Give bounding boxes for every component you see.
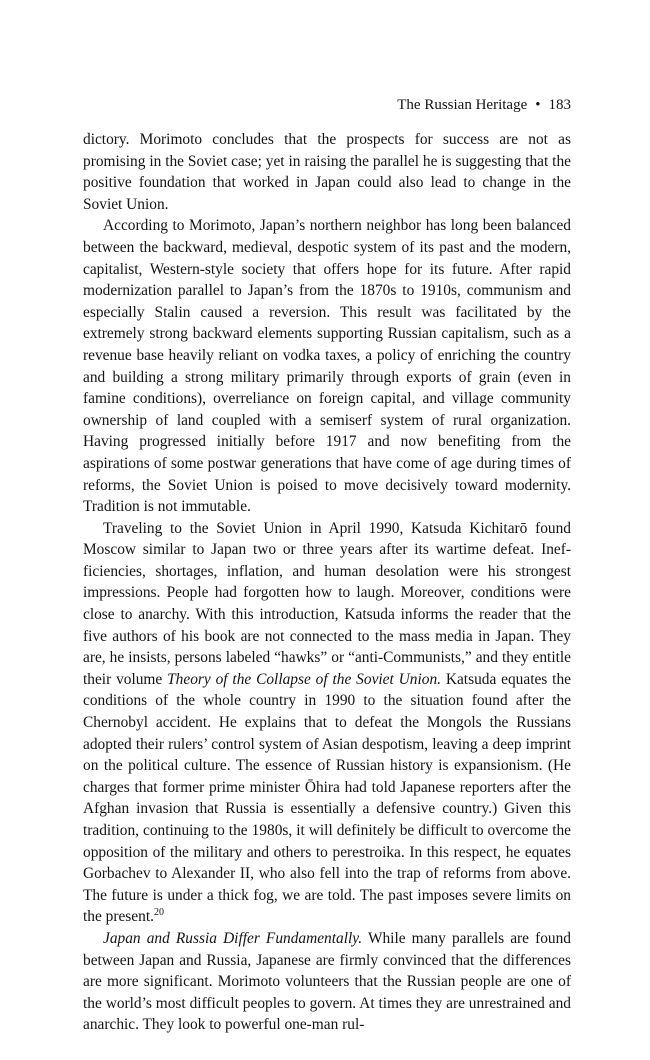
- paragraph-2: According to Morimoto, Japan’s northern neighbor has long been balanced between the backward, medieval, despotic system of its past and the modern, capitalist, Western-style society that offers hope for its future. After rapid modernization parallel to Japan’s from the 1870s to 1910s, communism and especially Stalin caused a reversion. This result was facilitated by the extremely strong backward elements supporting Russian capitalism, such as a revenue base heavily reliant on vodka taxes, a policy of enriching the country and building a strong military primarily through exports of grain (even in famine conditions), overreliance on foreign capital, and village community ownership of land coupled with a semiserf system of rural organization. Having progressed initially before 1917 and now benefiting from the aspirations of some postwar generations that have come of age during times of reforms, the Soviet Union is poised to move decisively toward modernity. Tradition is not immutable.: [83, 217, 571, 516]
- running-head-title: The Russian Heritage: [397, 97, 528, 113]
- running-head-separator: •: [535, 97, 541, 113]
- book-page: [83, 95, 571, 1036]
- paragraph-3-text-a: Traveling to the Soviet Union in April 1990, Katsuda Kichitarō found Moscow similar to Japan two or three years after its wartime defeat. Inefficiencies, shortages, inflation, and human desolation were his strongest impressions. People had forgotten how to laugh. Moreover, conditions were close to anarchy. With this introduction, Katsuda informs the reader that the five authors of his book are not connected to the mass media in Japan. They are, he insists, persons labeled “hawks” or “anti-Communists,” and they entitle their volume: [83, 519, 571, 688]
- book-title-italic: Theory of the Collapse of the Soviet Union.: [167, 670, 441, 688]
- running-header: [83, 95, 571, 115]
- page-number: 183: [548, 97, 571, 113]
- paragraph-1: dictory. Morimoto concludes that the prospects for success are not as promising in the Soviet case; yet in raising the parallel he is suggesting that the positive foundation that worked in Japan could also lead to change in the Soviet Union.: [83, 131, 571, 213]
- paragraph-3-text-b: Katsuda equates the conditions of the whole country in 1990 to the situation found after the Chernobyl accident. He explains that to defeat the Mongols the Russians adopted their rulers’ control system of Asian despotism, leaving a deep imprint on the political culture. The essence of Russian history is expansionism. (He charges that former prime minister Ōhira had told Japanese reporters after the Afghan invasion that Russia is essentially a defensive country.) Given this tradition, continuing to the 1980s, it will definitely be difficult to overcome the opposition of the military and others to perestroika. In this respect, he equates Gorbachev to Alexander II, who also fell into the trap of reforms from above. The future is under a thick fog, we are told. The past imposes severe limits on the present.: [83, 670, 571, 926]
- paragraph-3: [83, 518, 571, 928]
- section-run-in-heading: Japan and Russia Differ Fundamentally.: [103, 929, 363, 947]
- paragraph-4: [83, 928, 571, 1036]
- paragraph-4-text: While many parallels are found between Japan and Russia, Japanese are firmly convinced that the differences are more significant. Morimoto volunteers that the Russian people are one of the world’s most difficult peoples to govern. At times they are unrestrained and anarchic. They look to powerful one-man rul-: [83, 929, 572, 1034]
- footnote-marker: 20: [153, 907, 164, 919]
